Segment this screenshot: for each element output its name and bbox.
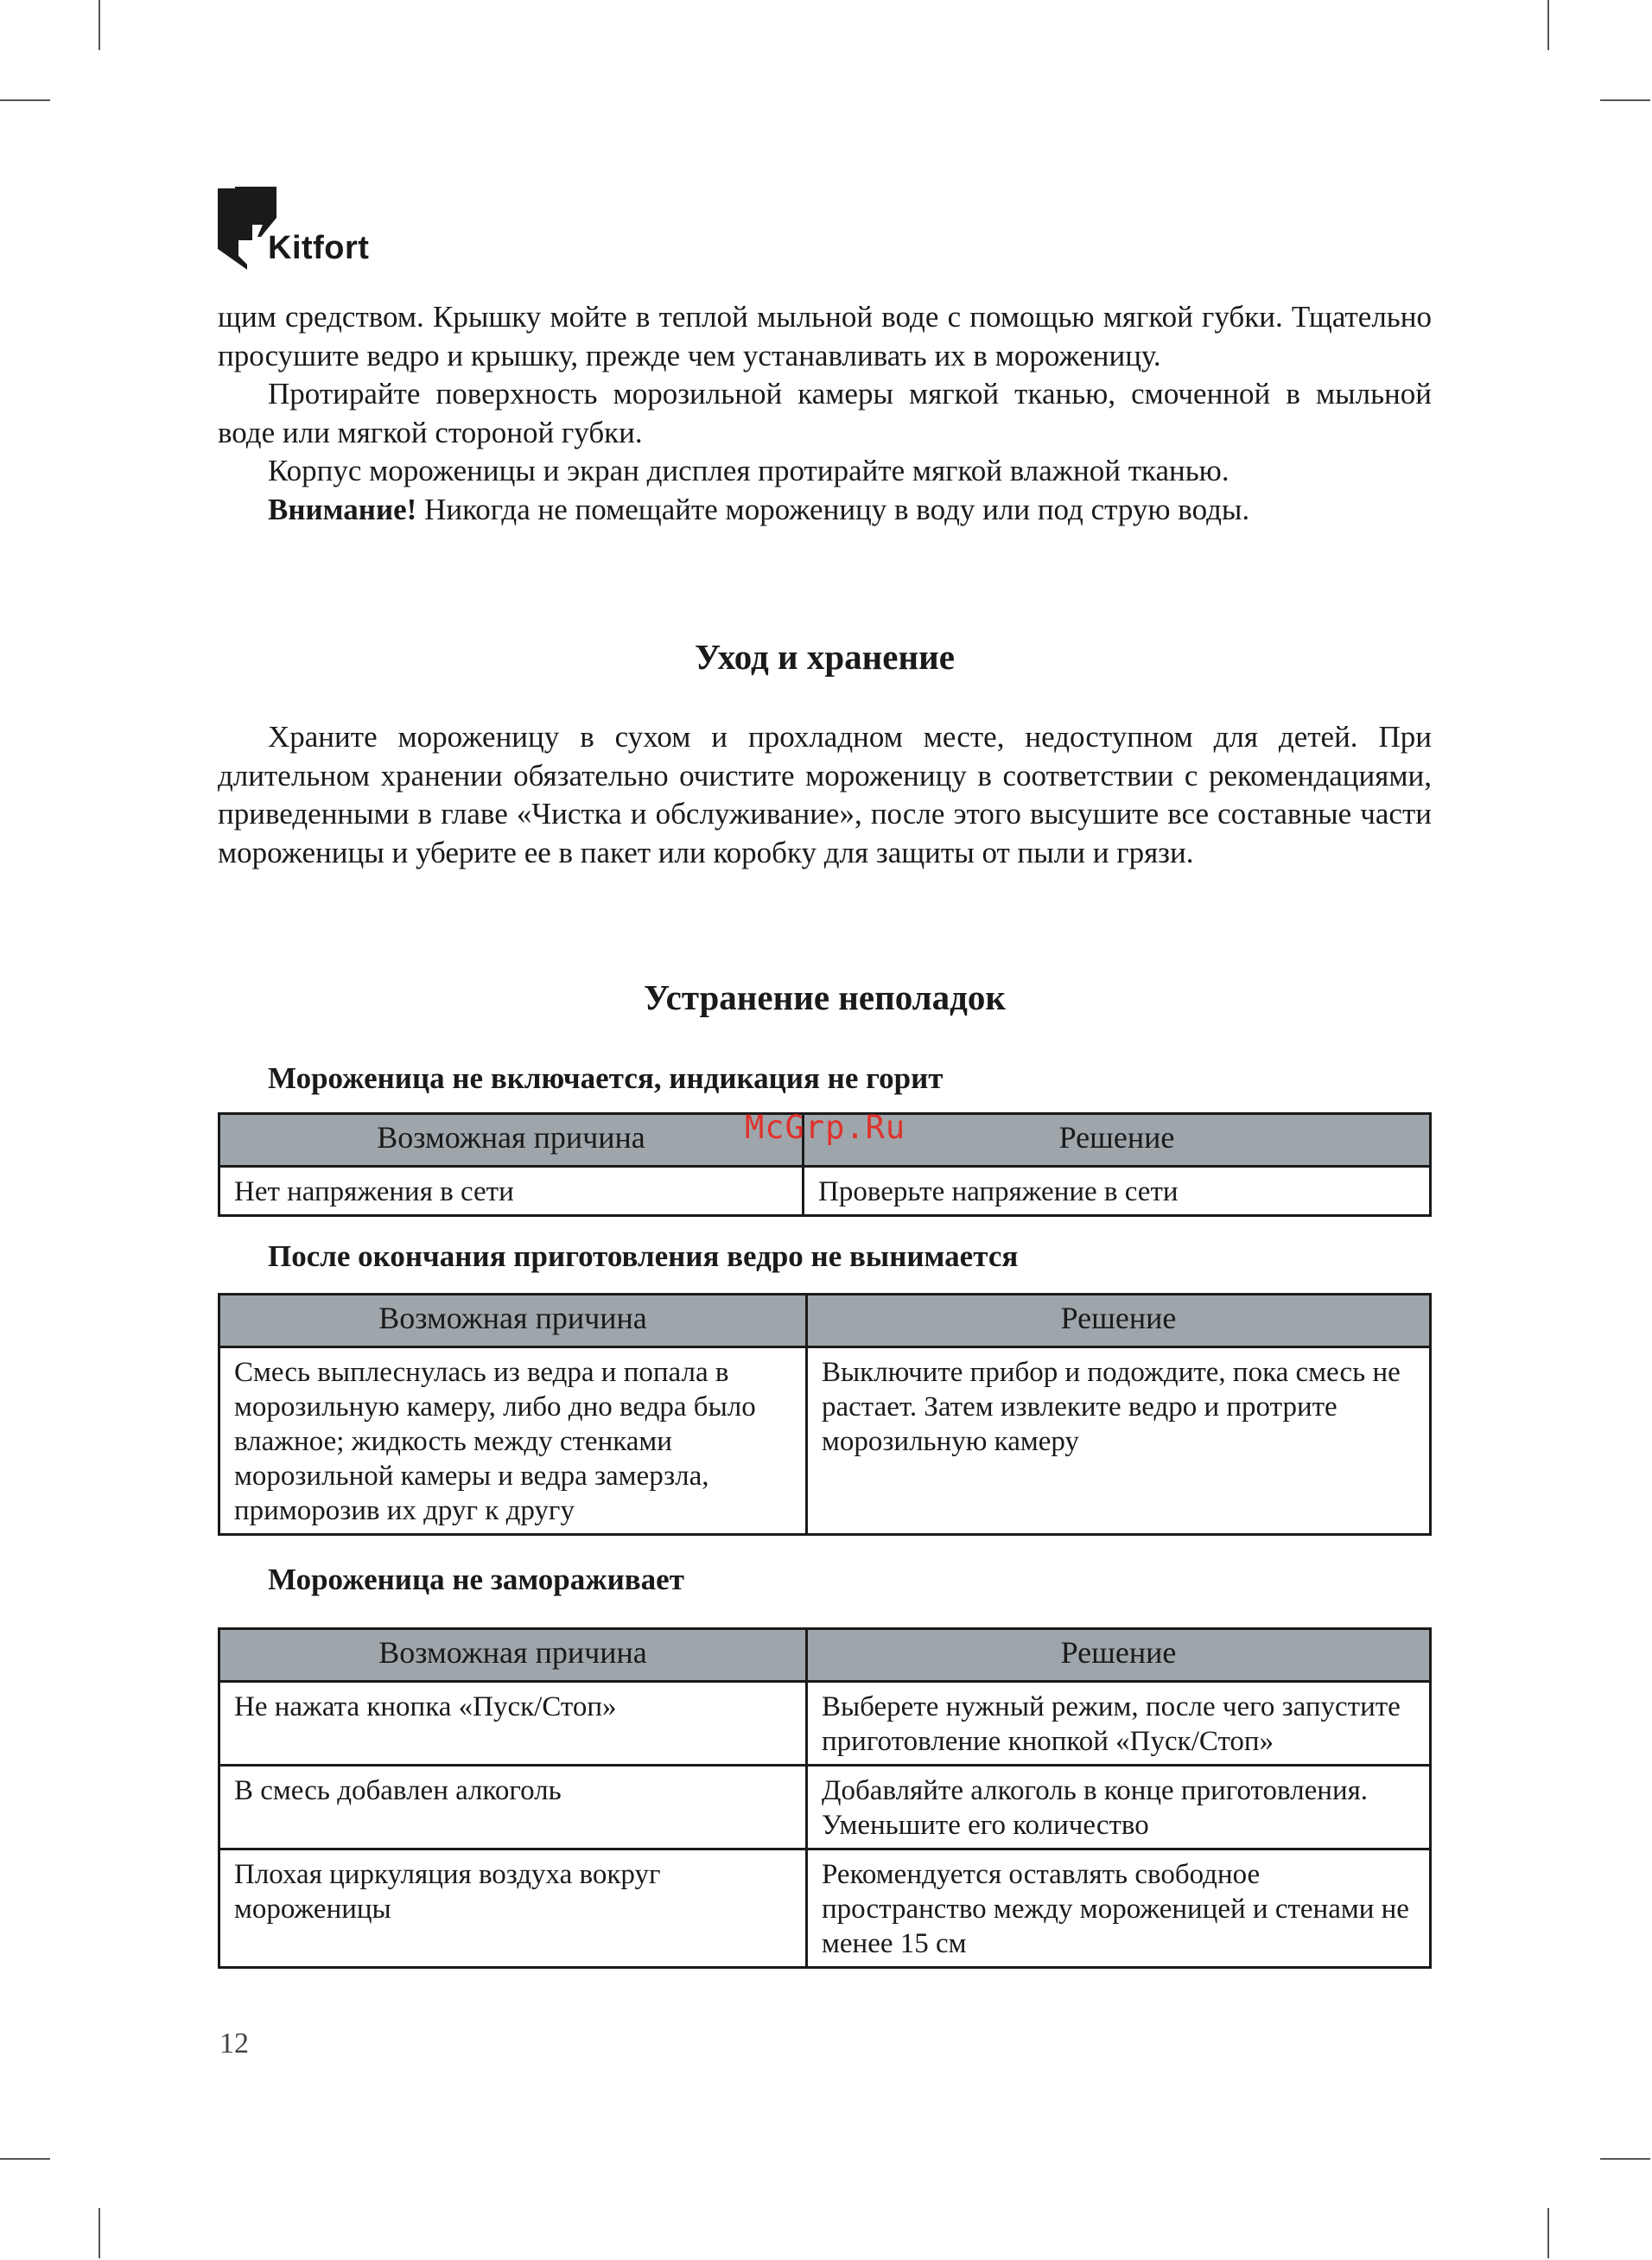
paragraph: Храните мороженицу в сухом и прохладном месте, недоступном для детей. При длительном хранении обязательно очистите мороженицу в соответствии с рекомендациями, приведенными в главе «Чистка и обслуживание», после этого высушите все составные части мороженицы и уберите ее в пакет или коробку для защиты от пыли и грязи. (218, 720, 1432, 869)
table-row (219, 1167, 1431, 1216)
crop-mark (1600, 99, 1650, 101)
problem-heading: Мороженица не включается, индикация не горит (268, 1061, 944, 1095)
brand-name: Kitfort (268, 230, 370, 266)
warning-text: Никогда не помещайте мороженицу в воду или под струю воды. (416, 492, 1250, 526)
paragraph: щим средством. Крышку мойте в теплой мыльной воде с помощью мягкой губки. Тщательно просушите ведро и крышку, прежде чем устанавливать их в мороженицу. (218, 300, 1432, 372)
warning-paragraph (218, 491, 1432, 530)
column-header-cause: Возможная причина (219, 1114, 804, 1167)
crop-mark (98, 2208, 100, 2258)
table-row (219, 1766, 1431, 1849)
table-header-row (219, 1295, 1431, 1347)
cause-cell: Смесь выплеснулась из ведра и попала в морозильную камеру, либо дно ведра было влажное; жидкость между стенками морозильной камеры и ведра замерзла, приморозив их друг к другу (219, 1347, 807, 1535)
care-text (218, 718, 1432, 872)
crop-mark (0, 2158, 50, 2160)
solution-cell: Добавляйте алкоголь в конце приготовления. Уменьшите его количество (807, 1766, 1431, 1849)
problem-heading: Мороженица не замораживает (268, 1563, 684, 1596)
paragraph: Корпус мороженицы и экран дисплея протирайте мягкой влажной тканью. (268, 454, 1229, 487)
table-row (219, 1849, 1431, 1968)
solution-cell: Выберете нужный режим, после чего запустите приготовление кнопкой «Пуск/Стоп» (807, 1682, 1431, 1766)
paragraph: Протирайте поверхность морозильной камеры мягкой тканью, смоченной в мыльной воде или мягкой стороной губки. (218, 377, 1432, 449)
crop-mark (1600, 2158, 1650, 2160)
crop-mark (98, 0, 100, 50)
solution-cell: Проверьте напряжение в сети (804, 1167, 1431, 1216)
crop-mark (1547, 2208, 1549, 2258)
section-title-care: Уход и хранение (695, 637, 955, 677)
crop-mark (1547, 0, 1549, 50)
warning-label: Внимание! (268, 492, 417, 526)
problem-heading: После окончания приготовления ведро не вынимается (268, 1239, 1019, 1273)
cause-cell: Не нажата кнопка «Пуск/Стоп» (219, 1682, 807, 1766)
section-title-troubleshooting: Устранение неполадок (643, 977, 1007, 1017)
table-row (219, 1682, 1431, 1766)
troubleshooting-table (218, 1293, 1432, 1536)
intro-text (218, 298, 1432, 529)
table-row (219, 1347, 1431, 1535)
solution-cell: Рекомендуется оставлять свободное пространство между мороженицей и стенами не менее 15 см (807, 1849, 1431, 1968)
column-header-solution: Решение (807, 1629, 1431, 1682)
column-header-solution: Решение (804, 1114, 1431, 1167)
column-header-cause: Возможная причина (219, 1295, 807, 1347)
table-header-row (219, 1629, 1431, 1682)
page-number: 12 (219, 2028, 249, 2059)
crop-mark (0, 99, 50, 101)
column-header-cause: Возможная причина (219, 1629, 807, 1682)
cause-cell: Нет напряжения в сети (219, 1167, 804, 1216)
cause-cell: Плохая циркуляция воздуха вокруг мороженицы (219, 1849, 807, 1968)
troubleshooting-table (218, 1627, 1432, 1969)
watermark: McGrp.Ru (745, 1109, 906, 1146)
cause-cell: В смесь добавлен алкоголь (219, 1766, 807, 1849)
solution-cell: Выключите прибор и подождите, пока смесь не растает. Затем извлеките ведро и протрите морозильную камеру (807, 1347, 1431, 1535)
column-header-solution: Решение (807, 1295, 1431, 1347)
